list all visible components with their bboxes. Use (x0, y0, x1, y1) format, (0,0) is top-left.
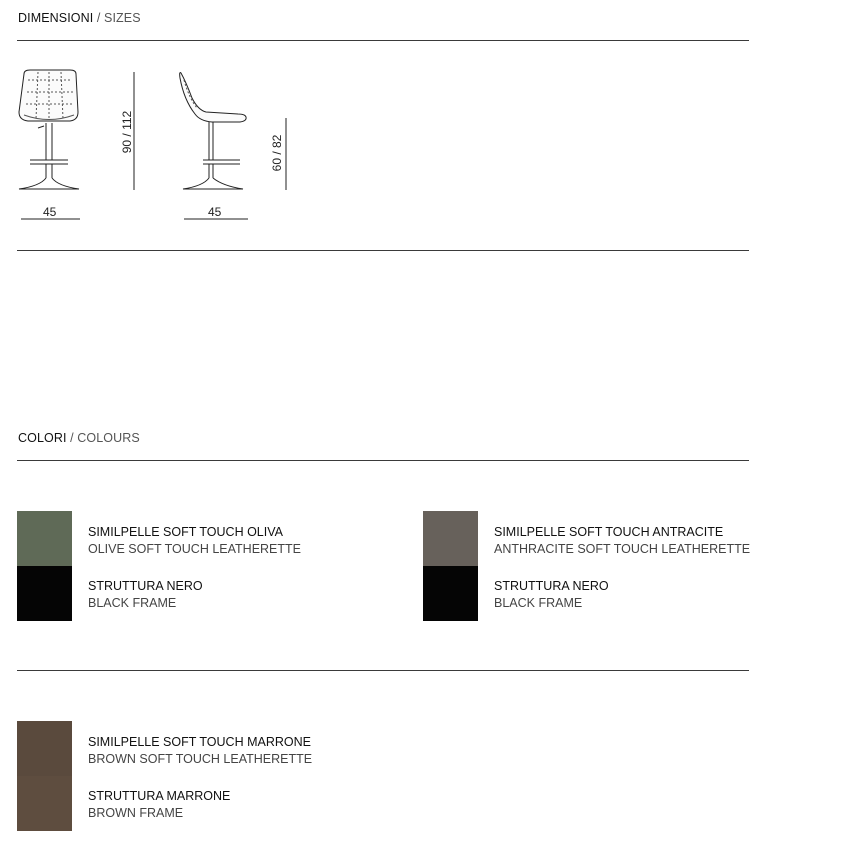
front-height-label: 90 / 112 (120, 110, 134, 154)
front-width-label: 45 (43, 205, 57, 219)
swatch-brown-frame (17, 776, 72, 831)
frame-name-en: BLACK FRAME (88, 596, 177, 610)
colours-middle-divider (17, 670, 749, 671)
colour-option-anthracite-frame (494, 578, 609, 612)
sizes-title-it: DIMENSIONI (18, 11, 94, 25)
sizes-title-sep: / (93, 11, 105, 25)
side-seat-height-label: 60 / 82 (270, 134, 284, 172)
colours-top-divider (17, 460, 749, 461)
upholstery-name-en: OLIVE SOFT TOUCH LEATHERETTE (88, 542, 302, 556)
colour-option-brown-upholstery (88, 734, 312, 768)
swatch-anthracite-upholstery (423, 511, 478, 566)
colours-title-it: COLORI (18, 431, 67, 445)
colours-title-sep: / (66, 431, 78, 445)
upholstery-name-it: SIMILPELLE SOFT TOUCH MARRONE (88, 735, 311, 749)
frame-name-en: BLACK FRAME (494, 596, 583, 610)
colour-option-brown-frame (88, 788, 230, 822)
stool-side-view-drawing (180, 73, 246, 189)
swatch-brown-upholstery (17, 721, 72, 776)
upholstery-name-it: SIMILPELLE SOFT TOUCH OLIVA (88, 525, 283, 539)
frame-name-it: STRUTTURA MARRONE (88, 789, 231, 803)
colour-option-olive-upholstery (88, 524, 301, 558)
colours-title (18, 431, 140, 445)
stool-front-view-drawing (19, 70, 79, 189)
swatch-olive-frame (17, 566, 72, 621)
frame-name-it: STRUTTURA NERO (88, 579, 203, 593)
frame-name-en: BROWN FRAME (88, 806, 184, 820)
colour-option-olive-frame (88, 578, 203, 612)
upholstery-name-it: SIMILPELLE SOFT TOUCH ANTRACITE (494, 525, 724, 539)
upholstery-name-en: BROWN SOFT TOUCH LEATHERETTE (88, 752, 313, 766)
swatch-anthracite-frame (423, 566, 478, 621)
side-width-label: 45 (208, 205, 222, 219)
frame-name-it: STRUTTURA NERO (494, 579, 609, 593)
upholstery-name-en: ANTHRACITE SOFT TOUCH LEATHERETTE (494, 542, 751, 556)
colour-option-anthracite-upholstery (494, 524, 750, 558)
sizes-title-en: SIZES (104, 11, 141, 25)
sizes-bottom-divider (17, 250, 749, 251)
swatch-olive-upholstery (17, 511, 72, 566)
colours-title-en: COLOURS (77, 431, 140, 445)
